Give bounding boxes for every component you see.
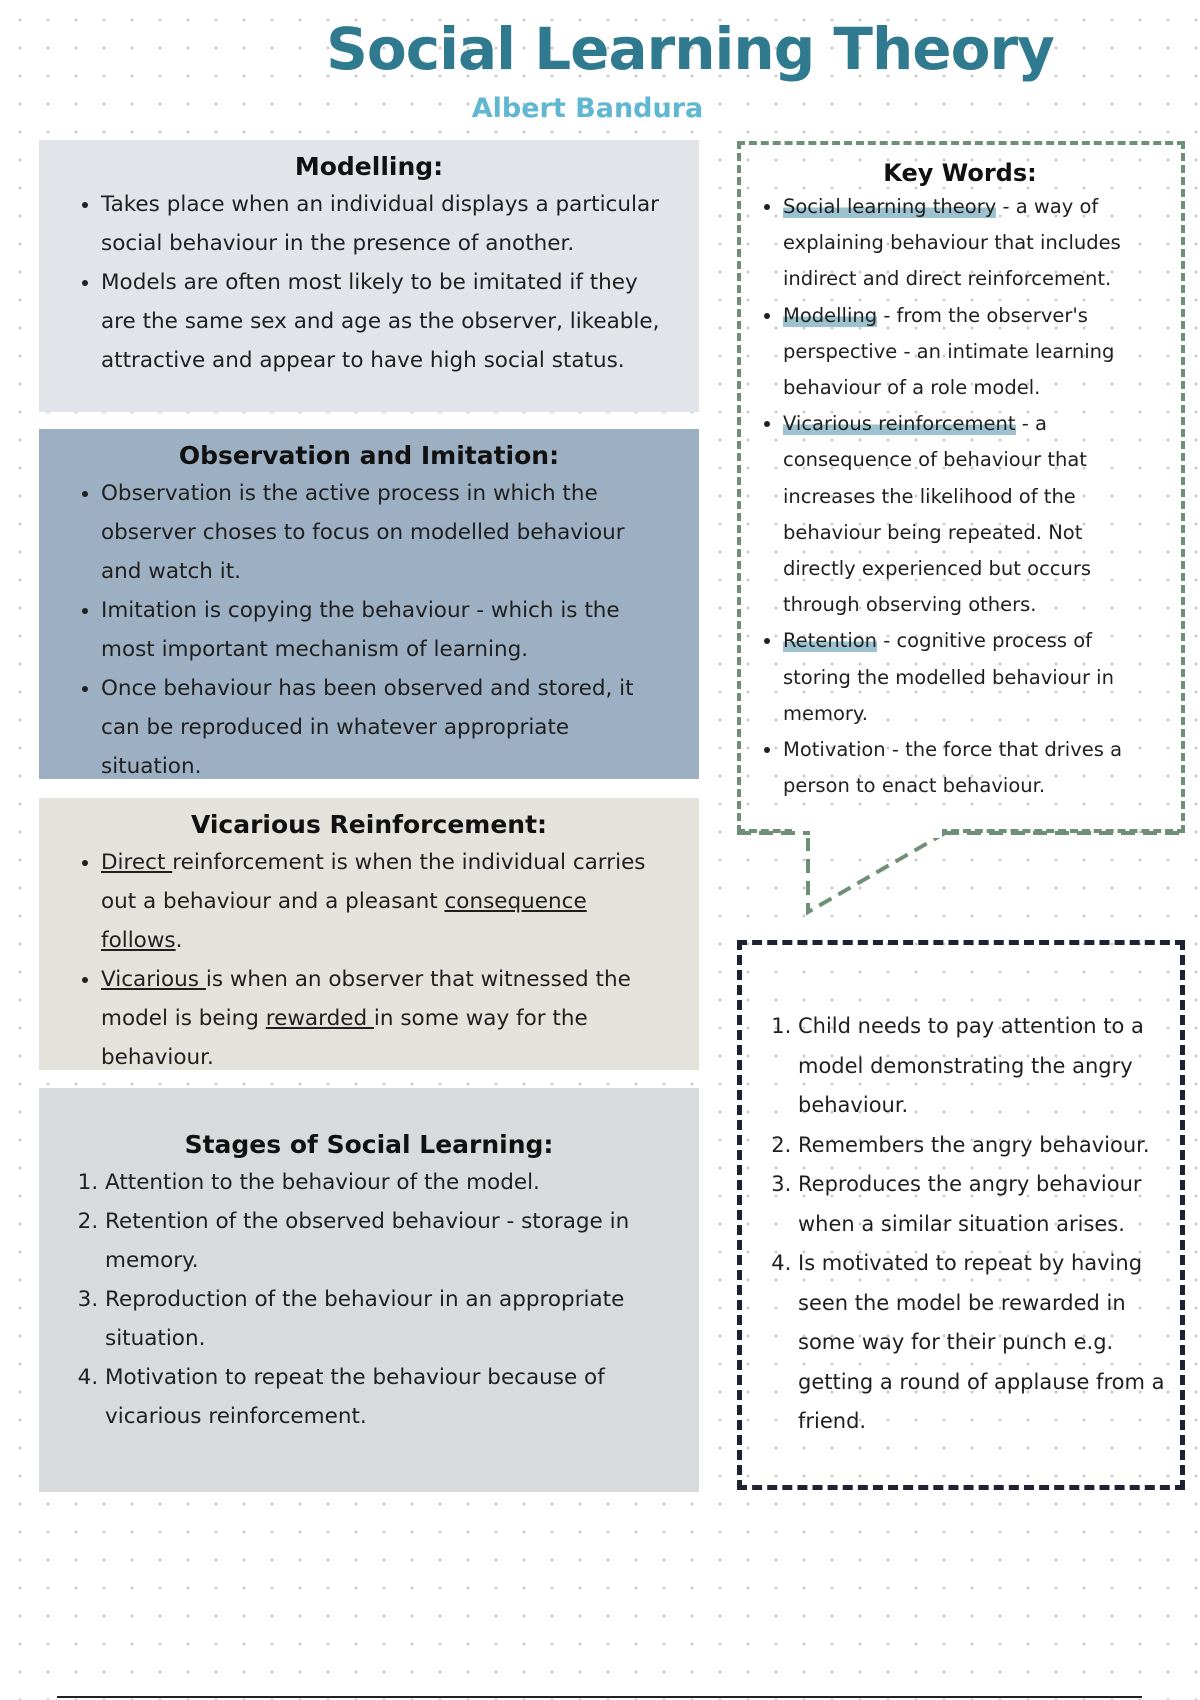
key-word-term: Motivation (783, 738, 886, 762)
key-word-definition: - a consequence of behaviour that increases the likelihood of the behaviour being repeated. Not directly experienced but occurs through observing others. (783, 412, 1092, 617)
bottom-rule (57, 1696, 1142, 1698)
stages-heading: Stages of Social Learning: (184, 1130, 554, 1159)
bullet-text: . (175, 928, 183, 953)
modelling-heading: Modelling: (294, 152, 444, 181)
observation-heading: Observation and Imitation: (178, 441, 560, 470)
example-box (737, 940, 1185, 1490)
underlined-term: Vicarious (101, 967, 206, 992)
modelling-bullet: • Models are often most likely to be imitated if they are the same sex and age as the observer, likeable, attractive and appear to have high social status. (101, 263, 669, 380)
example-item: 3. Reproduces the angry behaviour when a similar situation arises. (798, 1165, 1170, 1244)
bullet-text: in some way for the behaviour. (101, 1006, 588, 1070)
key-word-definition: - from the observer's perspective - an intimate learning behaviour of a role model. (783, 303, 1115, 400)
underlined-term: Direct (101, 850, 173, 875)
key-word-term: Retention (783, 629, 878, 653)
stage-item: 4. Motivation to repeat the behaviour because of vicarious reinforcement. (105, 1358, 669, 1436)
page-subtitle: Albert Bandura (471, 93, 704, 124)
stage-item: 1. Attention to the behaviour of the model. (105, 1163, 669, 1202)
page-title: Social Learning Theory (326, 15, 1054, 83)
example-item: 1. Child needs to pay attention to a model demonstrating the angry behaviour. (798, 1007, 1170, 1126)
key-word-term: Vicarious reinforcement (783, 412, 1016, 436)
observation-bullet: • Imitation is copying the behaviour - which is the most important mechanism of learning. (101, 591, 669, 669)
example-item: 2. Remembers the angry behaviour. (798, 1126, 1170, 1166)
example-item: 4. Is motivated to repeat by having seen the model be rewarded in some way for their punch e.g. getting a round of applause from a friend. (798, 1244, 1170, 1442)
observation-bullet: • Once behaviour has been observed and stored, it can be reproduced in whatever appropriate situation. (101, 669, 669, 786)
underlined-term: rewarded (265, 1006, 374, 1031)
modelling-bullet: • Takes place when an individual displays a particular social behaviour in the presence of another. (101, 185, 669, 263)
stage-item: 2. Retention of the observed behaviour - storage in memory. (105, 1202, 669, 1280)
observation-bullet: • Observation is the active process in which the observer choses to focus on modelled behaviour and watch it. (101, 474, 669, 591)
key-word-definition: - a way of explaining behaviour that includes indirect and direct reinforcement. (783, 195, 1121, 291)
key-word-term: Modelling (783, 303, 878, 327)
example-list (762, 1007, 1170, 1442)
underlined-term: consequence follows (101, 889, 587, 953)
bullet-text: is when an observer that witnessed the model is being (101, 967, 631, 1031)
bullet-text: reinforcement is when the individual carries out a behaviour and a pleasant (101, 850, 646, 914)
key-word-definition: - the force that drives a person to enact behaviour. (783, 738, 1123, 798)
key-words-heading: Key Words: (883, 159, 1037, 187)
key-word-term: Social learning theory (783, 195, 997, 218)
vicarious-heading: Vicarious Reinforcement: (190, 810, 548, 839)
key-word-definition: - cognitive process of storing the modelled behaviour in memory. (783, 629, 1114, 725)
stage-item: 3. Reproduction of the behaviour in an appropriate situation. (105, 1280, 669, 1358)
